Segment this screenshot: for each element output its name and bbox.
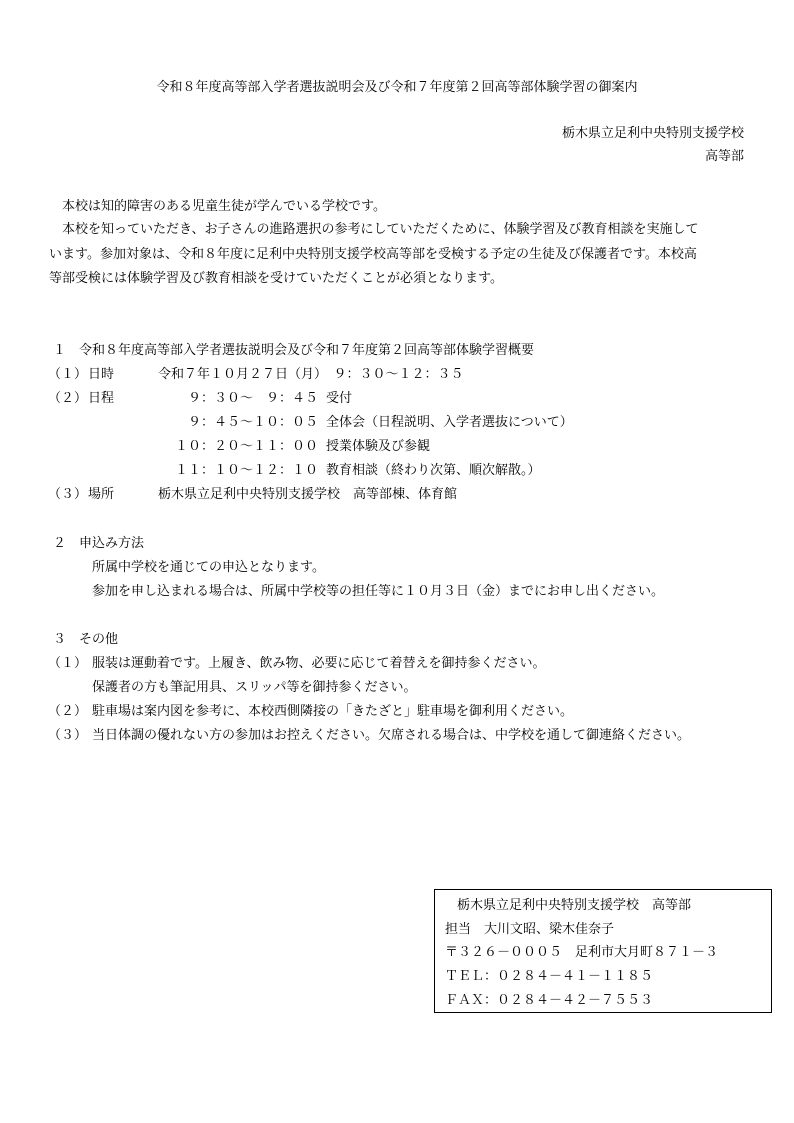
section3-item-num: （２） <box>48 704 88 719</box>
place-num: （３） <box>48 487 88 502</box>
section2-line: 参加を申し込まれる場合は、所属中学校等の担任等に１０月３日（金）までにお申し出ください。 <box>92 584 665 599</box>
datetime-value: 令和７年１０月２７日（月） ９：３０～１２：３５ <box>158 367 464 382</box>
schedule-time: ９：３０～ ９：４５ <box>187 391 318 406</box>
schedule-num: （２） <box>48 391 88 406</box>
intro-line: 等部受検には体験学習及び教育相談を受けていただくことが必須となります。 <box>49 271 503 286</box>
section1-heading: １ 令和８年度高等部入学者選抜説明会及び令和７年度第２回高等部体験学習概要 <box>53 343 535 358</box>
schedule-label: 日程 <box>88 391 115 406</box>
section3-item-text: 駐車場は案内図を参考に、本校西側隣接の「きたざと」駐車場を御利用ください。 <box>92 704 574 719</box>
section3-item-text: 服装は運動着です。上履き、飲み物、必要に応じて着替えを御持参ください。 <box>92 656 546 671</box>
section3-item-num: （３） <box>48 728 88 743</box>
contact-tel: ＴＥＬ：０２８４－４１－１１８５ <box>445 969 654 984</box>
schedule-time: ９：４５～１０：０５ <box>187 415 318 430</box>
intro-line: います。参加対象は、令和８年度に足利中央特別支援学校高等部を受検する予定の生徒及び保護者です。本校高 <box>49 247 697 262</box>
schedule-activity: 全体会（日程説明、入学者選抜について） <box>326 415 573 430</box>
schedule-time: １０：２０～１１：００ <box>174 439 318 454</box>
section2-line: 所属中学校を通じての申込となります。 <box>92 560 325 575</box>
schedule-activity: 授業体験及び参観 <box>326 439 431 454</box>
datetime-num: （１） <box>48 367 88 382</box>
contact-fax: ＦＡＸ：０２８４－４２－７５５３ <box>445 993 654 1008</box>
intro-line: 本校は知的障害のある児童生徒が学んでいる学校です。 <box>62 199 386 214</box>
sender-dept: 高等部 <box>704 149 744 164</box>
contact-person: 担当 大川文昭、梁木佳奈子 <box>445 922 615 937</box>
datetime-label: 日時 <box>88 367 115 382</box>
schedule-activity: 受付 <box>326 391 353 406</box>
sender-school: 栃木県立足利中央特別支援学校 <box>561 126 744 141</box>
place-label: 場所 <box>88 487 115 502</box>
section3-heading: ３ その他 <box>53 632 119 647</box>
place-value: 栃木県立足利中央特別支援学校 高等部棟、体育館 <box>158 487 458 502</box>
contact-school: 栃木県立足利中央特別支援学校 高等部 <box>457 898 692 913</box>
contact-box <box>434 889 772 1013</box>
section3-item-text: 当日体調の優れない方の参加はお控えください。欠席される場合は、中学校を通して御連絡ください。 <box>92 728 691 743</box>
document-title: 令和８年度高等部入学者選抜説明会及び令和７年度第２回高等部体験学習の御案内 <box>156 80 638 95</box>
section3-item-text: 保護者の方も筆記用具、スリッパ等を御持参ください。 <box>92 680 417 695</box>
schedule-time: １１：１０～１２：１０ <box>174 463 318 478</box>
section3-item-num: （１） <box>48 656 88 671</box>
schedule-activity: 教育相談（終わり次第、順次解散。） <box>326 463 541 478</box>
intro-line: 本校を知っていただき、お子さんの進路選択の参考にしていただくために、体験学習及び教育相談を実施して <box>62 222 699 237</box>
contact-address: 〒３２６－０００５ 足利市大月町８７１－３ <box>445 945 719 960</box>
section2-heading: ２ 申込み方法 <box>53 536 145 551</box>
